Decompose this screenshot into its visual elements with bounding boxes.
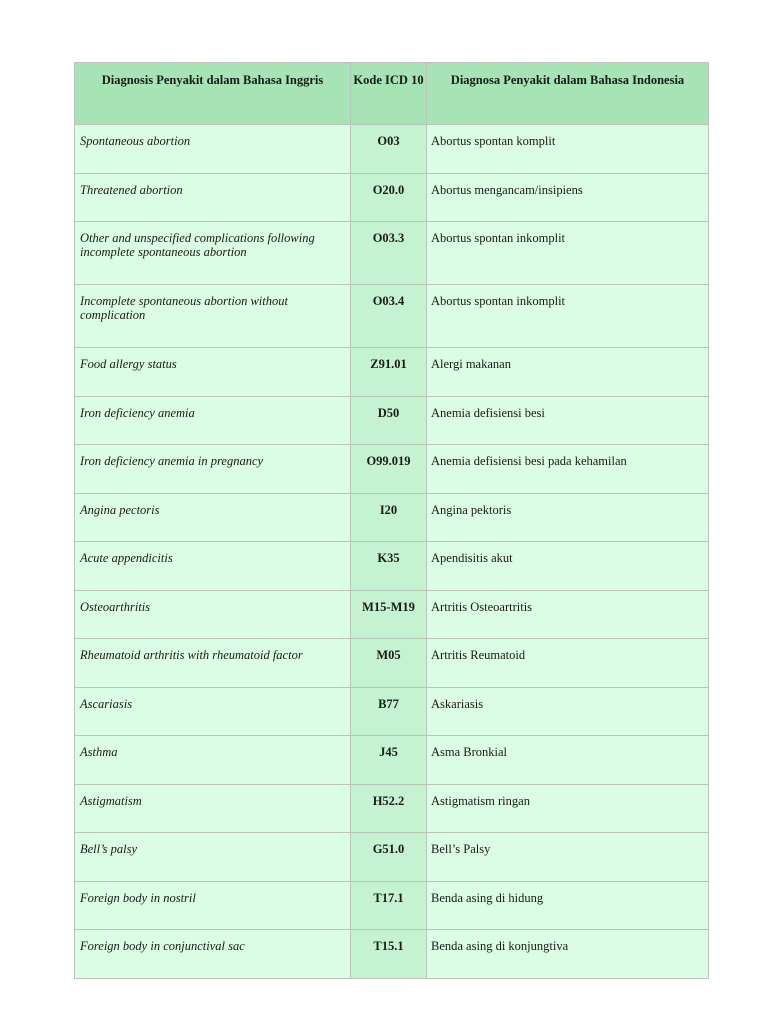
header-english-diagnosis: Diagnosis Penyakit dalam Bahasa Inggris — [75, 63, 351, 125]
table-row — [75, 125, 709, 174]
cell-code: M05 — [351, 639, 427, 688]
cell-english: Osteoarthritis — [75, 590, 351, 639]
cell-indonesian: Bell’s Palsy — [427, 833, 709, 882]
table-row — [75, 493, 709, 542]
cell-indonesian: Askariasis — [427, 687, 709, 736]
cell-code: T15.1 — [351, 930, 427, 979]
header-icd10-code: Kode ICD 10 — [351, 63, 427, 125]
cell-indonesian: Abortus spontan inkomplit — [427, 222, 709, 285]
cell-code: O03 — [351, 125, 427, 174]
table-row — [75, 285, 709, 348]
table-row — [75, 833, 709, 882]
cell-code: T17.1 — [351, 881, 427, 930]
table-header-row — [75, 63, 709, 125]
cell-code: G51.0 — [351, 833, 427, 882]
cell-english: Threatened abortion — [75, 173, 351, 222]
cell-code: O03.3 — [351, 222, 427, 285]
cell-english: Bell’s palsy — [75, 833, 351, 882]
cell-indonesian: Abortus mengancam/insipiens — [427, 173, 709, 222]
cell-indonesian: Benda asing di konjungtiva — [427, 930, 709, 979]
cell-english: Foreign body in nostril — [75, 881, 351, 930]
cell-english: Acute appendicitis — [75, 542, 351, 591]
table-row — [75, 590, 709, 639]
cell-indonesian: Asma Bronkial — [427, 736, 709, 785]
cell-code: D50 — [351, 396, 427, 445]
cell-english: Foreign body in conjunctival sac — [75, 930, 351, 979]
table-row — [75, 396, 709, 445]
header-indonesian-diagnosis: Diagnosa Penyakit dalam Bahasa Indonesia — [427, 63, 709, 125]
table-row — [75, 687, 709, 736]
cell-indonesian: Astigmatism ringan — [427, 784, 709, 833]
cell-indonesian: Angina pektoris — [427, 493, 709, 542]
cell-indonesian: Artritis Reumatoid — [427, 639, 709, 688]
table-row — [75, 173, 709, 222]
cell-code: M15-M19 — [351, 590, 427, 639]
document-page — [74, 62, 708, 979]
cell-indonesian: Artritis Osteoartritis — [427, 590, 709, 639]
cell-english: Ascariasis — [75, 687, 351, 736]
cell-english: Angina pectoris — [75, 493, 351, 542]
table-row — [75, 222, 709, 285]
cell-english: Iron deficiency anemia — [75, 396, 351, 445]
cell-code: Z91.01 — [351, 348, 427, 397]
table-row — [75, 542, 709, 591]
cell-english: Incomplete spontaneous abortion without complication — [75, 285, 351, 348]
cell-english: Spontaneous abortion — [75, 125, 351, 174]
cell-code: B77 — [351, 687, 427, 736]
cell-code: O03.4 — [351, 285, 427, 348]
table-row — [75, 639, 709, 688]
cell-english: Astigmatism — [75, 784, 351, 833]
cell-indonesian: Anemia defisiensi besi pada kehamilan — [427, 445, 709, 494]
cell-indonesian: Abortus spontan inkomplit — [427, 285, 709, 348]
cell-english: Asthma — [75, 736, 351, 785]
cell-indonesian: Abortus spontan komplit — [427, 125, 709, 174]
cell-code: K35 — [351, 542, 427, 591]
cell-english: Food allergy status — [75, 348, 351, 397]
cell-code: O20.0 — [351, 173, 427, 222]
cell-indonesian: Benda asing di hidung — [427, 881, 709, 930]
cell-code: J45 — [351, 736, 427, 785]
cell-code: I20 — [351, 493, 427, 542]
cell-english: Rheumatoid arthritis with rheumatoid factor — [75, 639, 351, 688]
table-row — [75, 930, 709, 979]
table-row — [75, 445, 709, 494]
icd10-diagnosis-table — [74, 62, 709, 979]
cell-english: Iron deficiency anemia in pregnancy — [75, 445, 351, 494]
cell-english: Other and unspecified complications following incomplete spontaneous abortion — [75, 222, 351, 285]
table-row — [75, 736, 709, 785]
cell-indonesian: Apendisitis akut — [427, 542, 709, 591]
table-row — [75, 881, 709, 930]
table-row — [75, 348, 709, 397]
table-row — [75, 784, 709, 833]
cell-indonesian: Anemia defisiensi besi — [427, 396, 709, 445]
cell-indonesian: Alergi makanan — [427, 348, 709, 397]
cell-code: H52.2 — [351, 784, 427, 833]
cell-code: O99.019 — [351, 445, 427, 494]
